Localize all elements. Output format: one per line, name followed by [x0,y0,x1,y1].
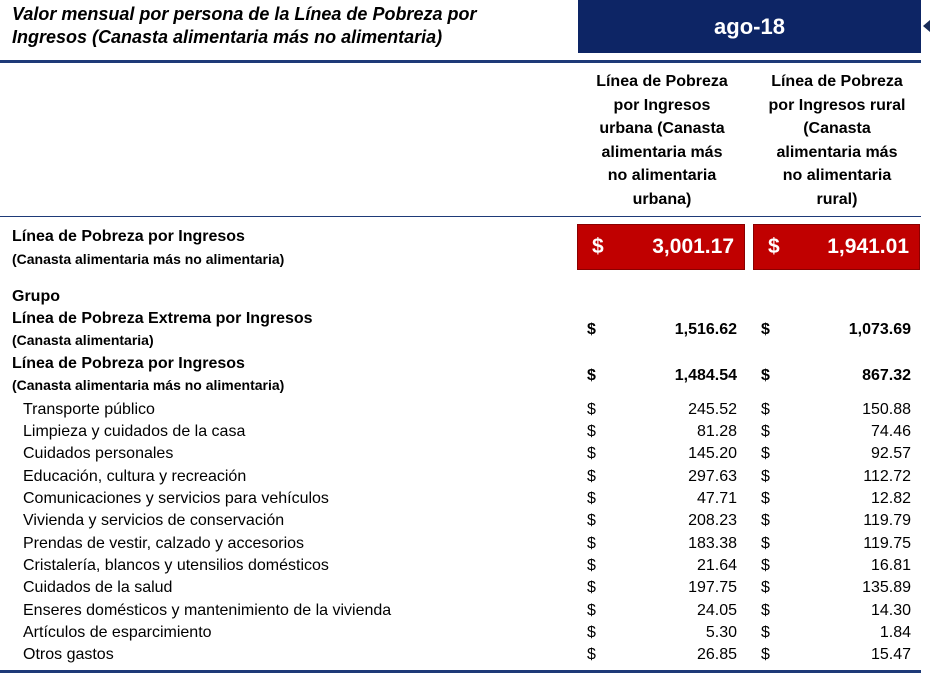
item-urban-value: 24.05 [696,602,737,619]
currency-symbol: $ [587,646,596,663]
column-header-urban [577,70,747,211]
currency-symbol: $ [761,624,770,641]
title-line-1: Valor mensual por persona de la Línea de Pobreza por [12,4,477,24]
currency-symbol: $ [761,490,770,507]
column-header-urban-line: urbana) [632,190,692,208]
currency-symbol: $ [768,235,780,258]
currency-symbol: $ [587,624,596,641]
currency-symbol: $ [587,535,596,552]
column-header-rural-line: (Canasta [803,120,871,137]
item-rural-value: 15.47 [870,646,911,663]
total-label: Línea de Pobreza por Ingresos [12,228,245,245]
poverty-rural-value: 867.32 [862,367,911,384]
columns-divider [0,216,921,217]
column-header-rural-line: rural) [816,190,858,208]
currency-symbol: $ [761,321,770,338]
column-header-rural-line: no alimentaria [782,167,892,184]
item-rural-value: 74.46 [870,423,911,440]
item-label: Cristalería, blancos y utensilios domésticos [23,557,329,574]
item-rural-value: 119.79 [863,512,911,529]
total-rural-value: 1,941.01 [827,235,909,258]
column-header-rural-line: alimentaria más [776,143,898,161]
item-urban-value: 26.85 [696,646,737,663]
item-label: Cuidados de la salud [23,579,173,596]
currency-symbol: $ [587,490,596,507]
poverty-line-sublabel: (Canasta alimentaria más no alimentaria) [12,377,285,393]
currency-symbol: $ [587,602,596,619]
period-box [578,0,921,53]
page-title [12,3,572,49]
item-rural-value: 112.72 [863,468,911,485]
item-label: Transporte público [23,401,155,418]
poverty-urban-value: 1,484.54 [674,367,737,384]
column-header-urban-line: por Ingresos [613,96,711,114]
footer-divider [0,670,921,673]
currency-symbol: $ [761,579,770,596]
item-urban-value: 47.71 [696,490,737,507]
currency-symbol: $ [587,367,596,384]
total-urban-box [577,224,745,270]
item-label: Vivienda y servicios de conservación [23,512,285,529]
item-urban-value: 5.30 [705,624,737,641]
item-rural-value: 92.57 [870,445,911,462]
currency-symbol: $ [761,401,770,418]
total-urban-value: 3,001.17 [652,235,734,258]
item-label: Limpieza y cuidados de la casa [23,423,246,440]
extreme-line-label: Línea de Pobreza Extrema por Ingresos [12,310,313,327]
title-line-2: Ingresos (Canasta alimentaria más no alimentaria) [12,27,443,47]
currency-symbol: $ [587,512,596,529]
item-label: Comunicaciones y servicios para vehículos [23,490,329,507]
item-rural-value: 14.30 [870,602,911,619]
currency-symbol: $ [761,557,770,574]
poverty-line-label: Línea de Pobreza por Ingresos [12,355,245,372]
currency-symbol: $ [761,512,770,529]
column-header-rural [752,70,922,211]
item-rural-value: 135.89 [862,579,911,596]
item-urban-value: 208.23 [688,512,737,529]
item-urban-value: 81.28 [696,423,737,440]
currency-symbol: $ [761,602,770,619]
item-rural-value: 12.82 [870,490,911,507]
item-rural-value: 1.84 [879,624,911,641]
item-label: Otros gastos [23,646,114,663]
item-urban-value: 183.38 [688,535,737,552]
currency-symbol: $ [761,445,770,462]
currency-symbol: $ [761,535,770,552]
column-header-urban-line: Línea de Pobreza [596,73,728,90]
item-label: Cuidados personales [23,445,174,462]
header-divider [0,60,921,63]
item-label: Artículos de esparcimiento [23,624,212,641]
group-heading: Grupo [12,288,60,305]
currency-symbol: $ [592,235,604,258]
scroll-arrow-icon[interactable] [923,20,930,32]
period-label: ago-18 [714,13,785,39]
item-urban-value: 21.64 [696,557,737,574]
item-urban-value: 297.63 [688,468,737,485]
currency-symbol: $ [587,401,596,418]
currency-symbol: $ [587,445,596,462]
column-header-rural-line: por Ingresos rural [768,96,906,114]
currency-symbol: $ [761,367,770,384]
currency-symbol: $ [761,646,770,663]
column-header-rural-line: Línea de Pobreza [771,73,903,90]
extreme-urban-value: 1,516.62 [674,321,737,338]
column-header-urban-line: urbana (Canasta [599,120,725,137]
currency-symbol: $ [587,468,596,485]
item-label: Enseres domésticos y mantenimiento de la vivienda [23,602,392,619]
currency-symbol: $ [587,579,596,596]
item-urban-value: 145.20 [688,445,737,462]
currency-symbol: $ [587,321,596,338]
column-header-urban-line: alimentaria más [601,143,723,161]
item-rural-value: 16.81 [870,557,911,574]
column-header-urban-line: no alimentaria [607,167,717,184]
item-rural-value: 150.88 [862,401,911,418]
total-sublabel: (Canasta alimentaria más no alimentaria) [12,251,285,267]
total-rural-box [753,224,920,270]
currency-symbol: $ [587,557,596,574]
extreme-line-sublabel: (Canasta alimentaria) [12,332,154,348]
extreme-rural-value: 1,073.69 [848,321,911,338]
item-urban-value: 245.52 [688,401,737,418]
currency-symbol: $ [761,423,770,440]
item-label: Prendas de vestir, calzado y accesorios [23,535,305,552]
item-urban-value: 197.75 [688,579,737,596]
item-label: Educación, cultura y recreación [23,468,247,485]
item-rural-value: 119.75 [863,535,911,552]
currency-symbol: $ [761,468,770,485]
currency-symbol: $ [587,423,596,440]
